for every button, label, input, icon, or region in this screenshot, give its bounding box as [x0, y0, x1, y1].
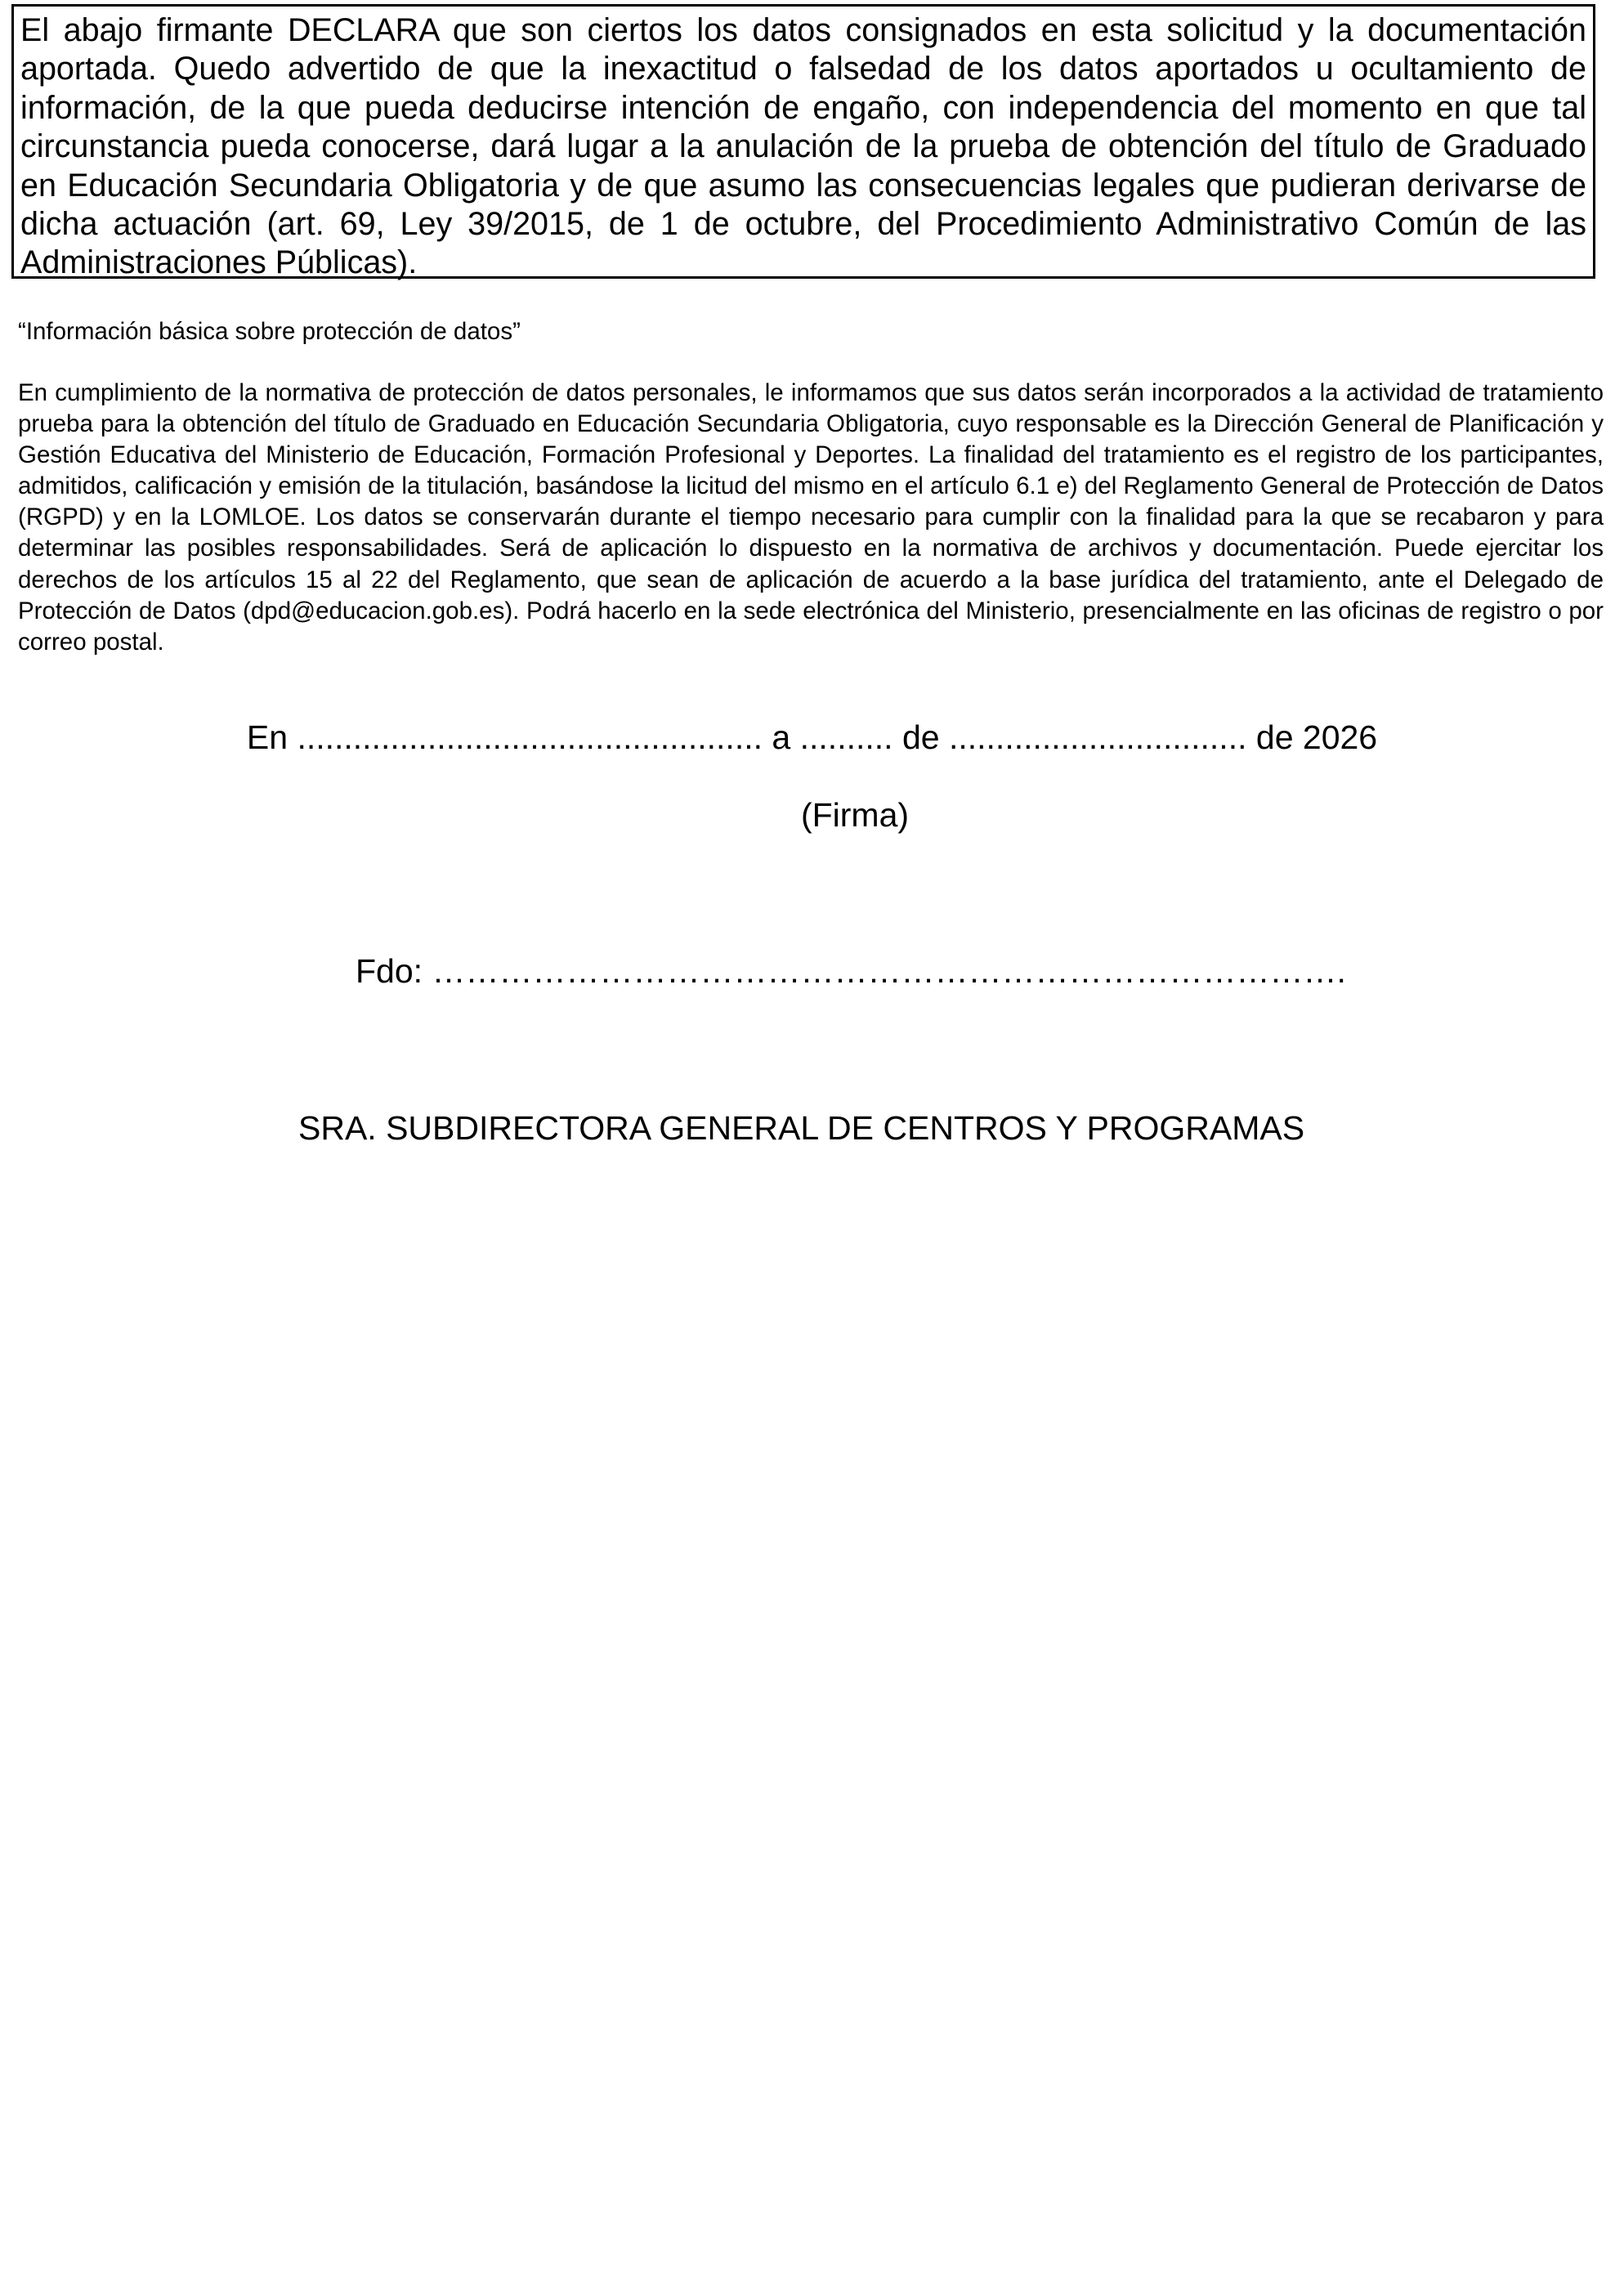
signed-by-line	[356, 951, 1346, 991]
signed-by-blank-field[interactable]: ……………………………………………………………………….	[432, 952, 1346, 990]
signature-label: (Firma)	[800, 796, 910, 834]
place-blank-field[interactable]: ..................................................	[297, 718, 763, 756]
day-label: a	[772, 718, 791, 756]
year-label: de 2026	[1255, 718, 1378, 756]
month-blank-field[interactable]: ................................	[948, 718, 1247, 756]
date-line	[0, 717, 1624, 758]
month-label: de	[901, 718, 940, 756]
data-protection-body: En cumplimiento de la normativa de protección de datos personales, le informamos que sus datos serán incorporados a la actividad de tratamiento prueba para la obtención del título de Graduado en Educación Secundaria Obligatoria, cuyo responsable es la Dirección General de Planificación y Gestión Educativa del Ministerio de Educación, Formación Profesional y Deportes. La finalidad del tratamiento es el registro de los participantes, admitidos, calificación y emisión de la titulación, basándose la licitud del mismo en el artículo 6.1 e) del Reglamento General de Protección de Datos (RGPD) y en la LOMLOE. Los datos se conservarán durante el tiempo necesario para cumplir con la finalidad para la que se recabaron y para determinar las posibles responsabilidades. Será de aplicación lo dispuesto en la normativa de archivos y documentación. Puede ejercitar los derechos de los artículos 15 al 22 del Reglamento, que sean de aplicación de acuerdo a la base jurídica del tratamiento, ante el Delegado de Protección de Datos (dpd@educacion.gob.es). Podrá hacerlo en la sede electrónica del Ministerio, presencialmente en las oficinas de registro o por correo postal.	[18, 379, 1604, 656]
signed-by-label: Fdo:	[356, 952, 423, 990]
data-protection-heading: “Información básica sobre protección de datos”	[18, 318, 521, 345]
date-prefix: En	[246, 718, 289, 756]
day-blank-field[interactable]: ..........	[799, 718, 893, 756]
declaration-box	[11, 4, 1595, 279]
declaration-text: El abajo firmante DECLARA que son ciertos los datos consignados en esta solicitud y la documentación aportada. Quedo advertido de que la inexactitud o falsedad de los datos aportados u ocultamiento de información, de la que pueda deducirse intención de engaño, con independencia del momento en que tal circunstancia pueda conocerse, dará lugar a la anulación de la prueba de obtención del título de Graduado en Educación Secundaria Obligatoria y de que asumo las consecuencias legales que pudieran derivarse de dicha actuación (art. 69, Ley 39/2015, de 1 de octubre, del Procedimiento Administrativo Común de las Administraciones Públicas).	[20, 12, 1586, 281]
recipient: SRA. SUBDIRECTORA GENERAL DE CENTROS Y PROGRAMAS	[298, 1109, 1305, 1147]
